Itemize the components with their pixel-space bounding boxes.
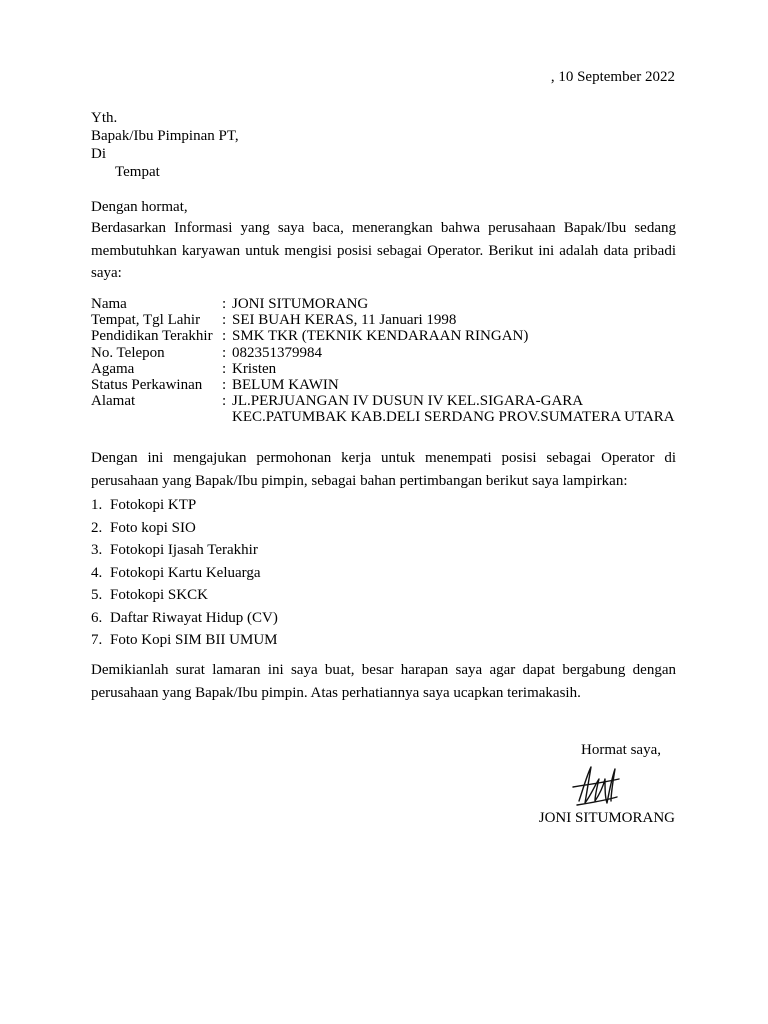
detail-label: Tempat, Tgl Lahir [91, 312, 201, 329]
list-number: 6. [91, 609, 103, 626]
detail-value: Kristen [232, 360, 277, 377]
list-text: Fotokopi KTP [110, 497, 197, 513]
attachment-list [91, 494, 676, 652]
detail-colon: : [222, 296, 227, 312]
recipient-line: Tempat [115, 164, 160, 180]
letter-date: , 10 September 2022 [550, 69, 675, 85]
detail-colon: : [222, 360, 227, 377]
signer-name: JONI SITUMORANG [538, 810, 675, 826]
detail-row [91, 361, 676, 377]
detail-label: Nama [91, 296, 127, 312]
detail-label: Pendidikan Terakhir [91, 328, 213, 345]
list-number: 1. [91, 497, 103, 513]
list-item [91, 517, 676, 540]
detail-label: Agama [91, 360, 135, 377]
list-item [91, 584, 676, 607]
list-item [91, 539, 676, 562]
list-text: Daftar Riwayat Hidup (CV) [110, 609, 278, 626]
list-number: 4. [91, 564, 103, 581]
list-number: 5. [91, 587, 103, 603]
detail-colon: : [222, 312, 227, 329]
list-item [91, 629, 676, 652]
detail-value: SEI BUAH KERAS, 11 Januari 1998 [232, 312, 457, 329]
handwritten-signature [565, 761, 625, 809]
list-item [91, 494, 676, 517]
list-item [91, 562, 676, 585]
recipient-block [91, 109, 239, 181]
detail-row [91, 328, 676, 344]
recipient-line: Di [91, 146, 106, 162]
list-text: Fotokopi SKCK [110, 587, 208, 603]
detail-row [91, 393, 676, 425]
intro-paragraph: Berdasarkan Informasi yang saya baca, menerangkan bahwa perusahaan Bapak/Ibu sedang membutuhkan karyawan untuk mengisi posisi sebagai Operator. Berikut ini adalah data pribadi saya: [91, 220, 676, 281]
detail-row [91, 377, 676, 393]
detail-colon: : [222, 393, 227, 410]
detail-value: BELUM KAWIN [232, 377, 339, 394]
signature-block [515, 741, 675, 827]
list-number: 3. [91, 542, 103, 558]
closing-paragraph: Demikianlah surat lamaran ini saya buat, besar harapan saya agar dapat bergabung dengan perusahaan yang Bapak/Ibu pimpin. Atas perhatiannya saya ucapkan terimakasih. [91, 662, 676, 701]
list-text: Foto kopi SIO [110, 519, 196, 536]
application-paragraph: Dengan ini mengajukan permohonan kerja untuk menempati posisi sebagai Operator di perusahaan yang Bapak/Ibu pimpin, sebagai bahan pertimbangan berikut saya lampirkan: [91, 450, 676, 489]
recipient-line: Yth. [91, 110, 118, 126]
personal-details [91, 296, 676, 426]
list-item [91, 607, 676, 630]
detail-row [91, 296, 676, 312]
detail-value: SMK TKR (TEKNIK KENDARAAN RINGAN) [232, 328, 529, 345]
detail-value: JONI SITUMORANG [232, 296, 369, 312]
recipient-line: Bapak/Ibu Pimpinan PT, [91, 128, 239, 144]
detail-label: Status Perkawinan [91, 377, 203, 394]
list-text: Foto Kopi SIM BII UMUM [110, 632, 278, 648]
list-text: Fotokopi Ijasah Terakhir [110, 542, 258, 558]
detail-colon: : [222, 377, 227, 394]
detail-value: JL.PERJUANGAN IV DUSUN IV KEL.SIGARA-GARA KEC.PATUMBAK KAB.DELI SERDANG PROV.SUMATERA UTARA [232, 393, 675, 426]
detail-colon: : [222, 328, 227, 345]
regards-text: Hormat saya, [581, 742, 661, 758]
list-text: Fotokopi Kartu Keluarga [110, 564, 261, 581]
list-number: 7. [91, 632, 103, 648]
greeting: Dengan hormat, [91, 199, 188, 215]
detail-label: Alamat [91, 393, 136, 410]
list-number: 2. [91, 519, 103, 536]
detail-colon: : [222, 344, 227, 361]
detail-row [91, 345, 676, 361]
detail-value: 082351379984 [232, 344, 322, 361]
detail-label: No. Telepon [91, 344, 165, 361]
detail-row [91, 312, 676, 328]
